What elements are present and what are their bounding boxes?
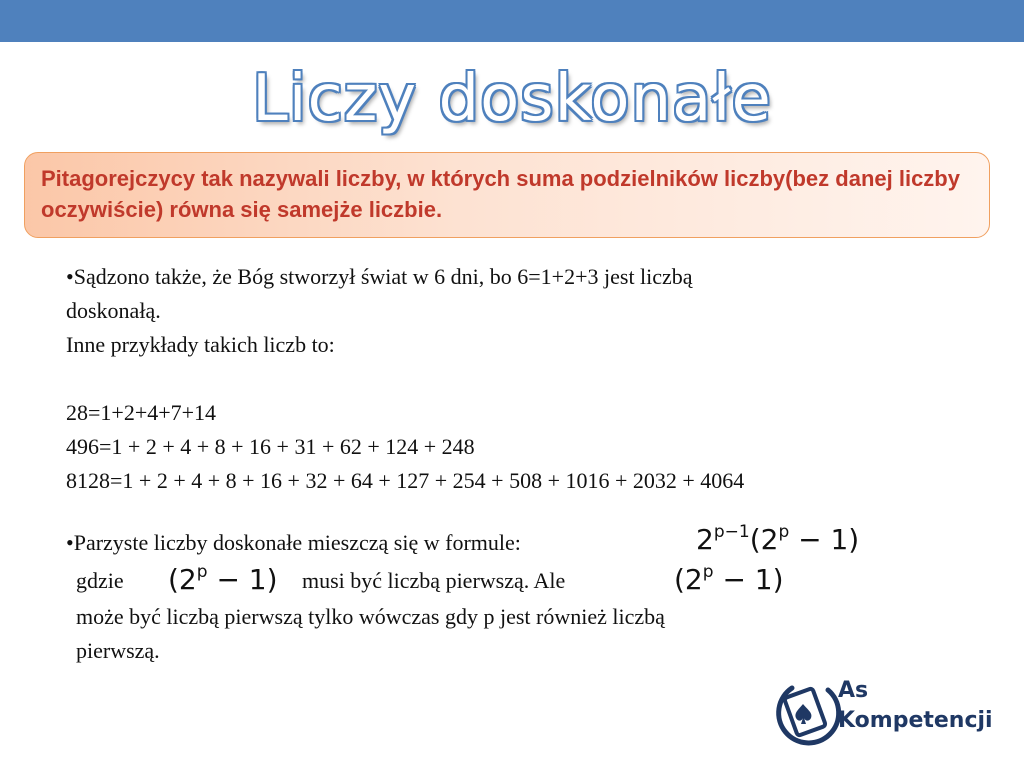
body-line-6: pierwszą.	[76, 638, 160, 663]
body-gdzie: gdzie	[76, 568, 124, 593]
body-line-1: •Sądzono także, że Bóg stworzył świat w 6 dni, bo 6=1+2+3 jest liczbą	[66, 264, 693, 289]
body-line-3: Inne przykłady takich liczb to:	[66, 332, 335, 357]
top-bar	[0, 0, 1024, 42]
definition-box	[24, 152, 990, 238]
formula-m2-close: − 1)	[713, 563, 784, 596]
logo-text	[838, 676, 993, 736]
formula-m2-exponent: p	[702, 562, 714, 582]
logo-text-as: As	[838, 678, 869, 703]
formula-mersenne-1	[168, 562, 278, 596]
body-line-4: •Parzyste liczby doskonałe mieszczą się w formule:	[66, 530, 521, 555]
example-496: 496=1 + 2 + 4 + 8 + 16 + 31 + 62 + 124 + 248	[66, 434, 475, 459]
example-28: 28=1+2+4+7+14	[66, 400, 217, 425]
formula-m2-open: (2	[674, 563, 703, 596]
formula-main-paren-open: (2	[749, 523, 779, 556]
formula-main-base: 2	[696, 523, 714, 556]
formula-m1-close: − 1)	[207, 563, 278, 596]
formula-main-paren-close: − 1)	[789, 523, 860, 556]
logo-text-kompetencji: Kompetencji	[838, 708, 993, 733]
formula-main-exponent: p−1	[713, 522, 750, 542]
formula-main-paren-exponent: p	[778, 522, 790, 542]
body-line-5: może być liczbą pierwszą tylko wówczas gdy p jest również liczbą	[76, 604, 665, 629]
body-musi: musi być liczbą pierwszą. Ale	[302, 568, 566, 593]
formula-m1-exponent: p	[196, 562, 208, 582]
formula-mersenne-2	[674, 562, 784, 596]
example-8128: 8128=1 + 2 + 4 + 8 + 16 + 32 + 64 + 127 + 254 + 508 + 1016 + 2032 + 4064	[66, 468, 745, 493]
formula-m1-open: (2	[168, 563, 197, 596]
formula-perfect-number	[696, 522, 859, 556]
page-title: Liczy doskonałe	[252, 62, 772, 136]
definition-text: Pitagorejczycy tak nazywali liczby, w których suma podzielników liczby(bez danej liczby oczywiście) równa się samejże liczbie.	[41, 166, 960, 222]
body-line-2: doskonałą.	[66, 298, 161, 323]
